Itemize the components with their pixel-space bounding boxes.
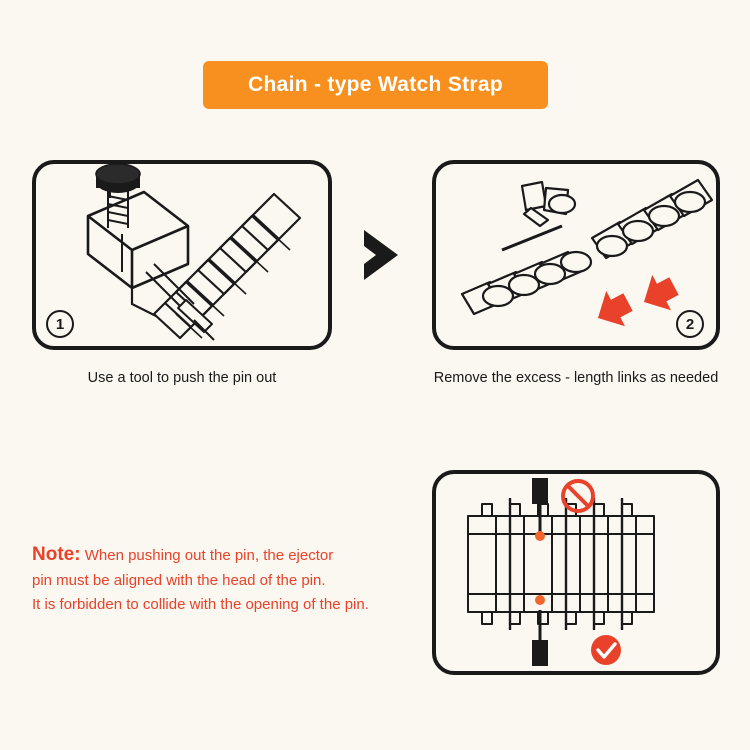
removal-arrows-icon (589, 268, 684, 335)
step-2-caption: Remove the excess - length links as needed (433, 370, 719, 386)
note-first-line (32, 540, 412, 569)
note-block (32, 540, 412, 616)
step-1-panel (32, 160, 332, 350)
step-1-number-badge: 1 (46, 310, 74, 338)
step-2-number-badge: 2 (676, 310, 704, 338)
step-2-illustration (436, 164, 716, 346)
note-line-3: It is forbidden to collide with the opening of the pin. (32, 595, 369, 613)
check-circle-icon (591, 635, 621, 665)
flow-arrow-icon (358, 228, 406, 282)
step-1-caption: Use a tool to push the pin out (87, 370, 277, 386)
tool-knob (96, 164, 140, 193)
step-1-illustration (36, 164, 328, 346)
detail-illustration (436, 474, 716, 671)
page-title-banner (203, 61, 548, 109)
detail-panel (432, 470, 720, 675)
page-title: Chain - type Watch Strap (248, 73, 503, 96)
note-label: Note: (32, 544, 81, 565)
note-line-2: pin must be aligned with the head of the pin. (32, 572, 326, 590)
note-line-1: When pushing out the pin, the ejector (84, 547, 334, 564)
no-entry-icon (563, 481, 593, 511)
